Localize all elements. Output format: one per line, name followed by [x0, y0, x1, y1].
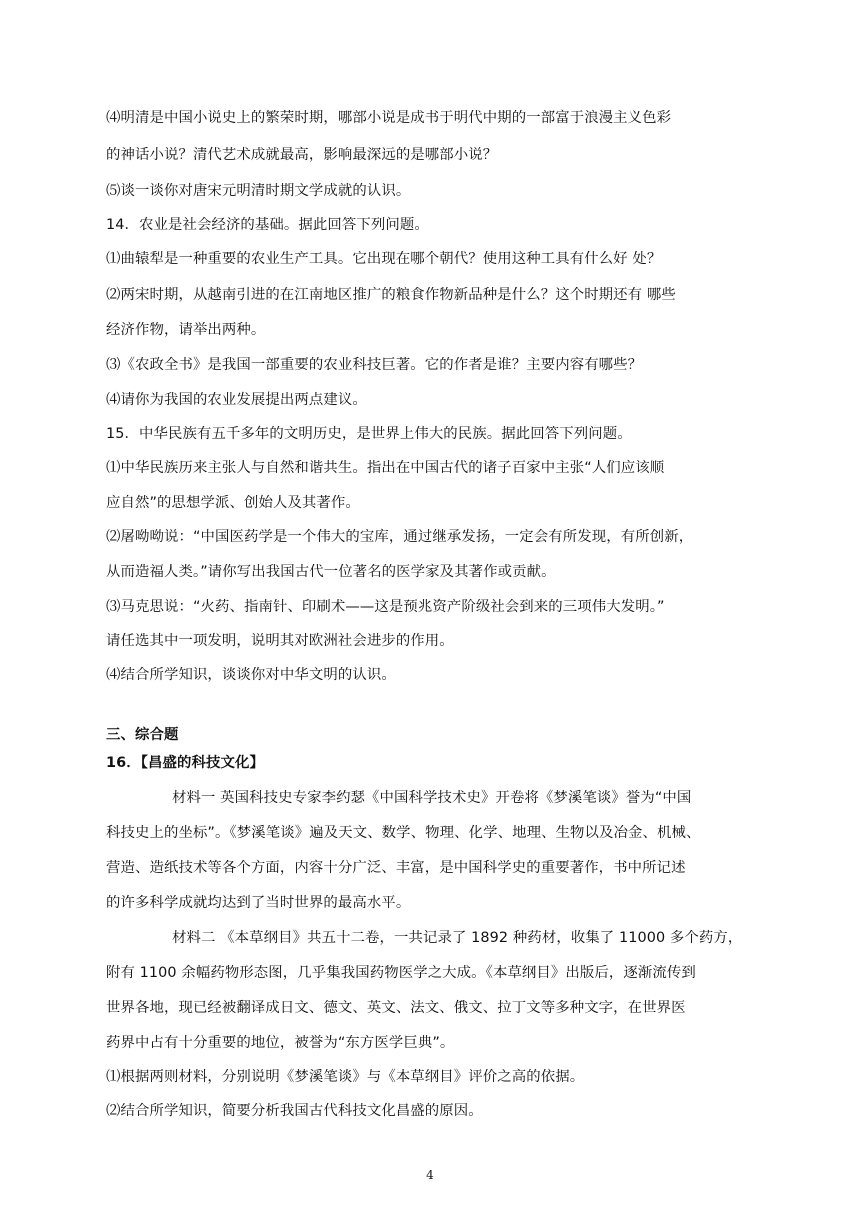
q16-part2: ⑵结合所学知识，简要分析我国古代科技文化昌盛的原因。 — [106, 1103, 483, 1119]
q14-part1: ⑴曲辕犁是一种重要的农业生产工具。它出现在哪个朝代？使用这种工具有什么好 处？ — [106, 251, 662, 267]
q14-part2-line1: ⑵两宋时期，从越南引进的在江南地区推广的粮食作物新品种是什么？这个时期还有 哪些 — [106, 287, 676, 303]
q16-material2-line2: 附有 1100 余幅药物形态图，几乎集我国药物医学之大成。《本草纲目》出版后，逐渐流传到 — [106, 965, 696, 981]
q15-stem: 15．中华民族有五千多年的文明历史，是世界上伟大的民族。据此回答下列问题。 — [106, 426, 632, 442]
q14-part2-line2: 经济作物，请举出两种。 — [106, 322, 266, 338]
q16-material2-line3: 世界各地，现已经被翻译成日文、德文、英文、法文、俄文、拉丁文等多种文字，在世界医 — [106, 1000, 686, 1016]
q15-part2-line2: 从而造福人类。”请你写出我国古代一位著名的医学家及其著作或贡献。 — [106, 564, 556, 580]
q16-material1-line1: 材料一 英国科技史专家李约瑟《中国科学技术史》开卷将《梦溪笔谈》誉为“中国 — [172, 790, 692, 806]
q16-title: 16．【昌盛的科技文化】 — [106, 755, 264, 771]
q15-part1-line2: 应自然”的思想学派、创始人及其著作。 — [106, 495, 360, 511]
q14-part3: ⑶《农政全书》是我国一部重要的农业科技巨著。它的作者是谁？主要内容有哪些？ — [106, 357, 643, 373]
q16-material1-line4: 的许多科学成就均达到了当时世界的最高水平。 — [106, 895, 411, 911]
q16-part1: ⑴根据两则材料，分别说明《梦溪笔谈》与《本草纲目》评价之高的依据。 — [106, 1069, 585, 1085]
q15-part2-line1: ⑵屠呦呦说：“中国医药学是一个伟大的宝库，通过继承发扬，一定会有所发现，有所创新， — [106, 529, 694, 545]
q16-material1-line2: 科技史上的坐标”。《梦溪笔谈》遍及天文、数学、物理、化学、地理、生物以及冶金、机械、 — [106, 825, 701, 841]
q15-part3-line2: 请任选其中一项发明，说明其对欧洲社会进步的作用。 — [106, 633, 454, 649]
q16-material1-line3: 营造、造纸技术等各个方面，内容十分广泛、丰富，是中国科学史的重要著作，书中所记述 — [106, 860, 686, 876]
q13-part4-line1: ⑷明清是中国小说史上的繁荣时期，哪部小说是成书于明代中期的一部富于浪漫主义色彩 — [106, 110, 672, 126]
q14-part4: ⑷请你为我国的农业发展提出两点建议。 — [106, 392, 367, 408]
q15-part4: ⑷结合所学知识，谈谈你对中华文明的认识。 — [106, 667, 396, 683]
q16-material2-line1: 材料二 《本草纲目》共五十二卷，一共记录了 1892 种药材，收集了 11000 多个药方， — [172, 930, 743, 946]
q15-part3-line1: ⑶马克思说：“火药、指南针、印刷术——这是预兆资产阶级社会到来的三项伟大发明。” — [106, 599, 665, 615]
q13-part5: ⑸谈一谈你对唐宋元明清时期文学成就的认识。 — [106, 183, 411, 199]
q13-part4-line2: 的神话小说？清代艺术成就最高，影响最深远的是哪部小说？ — [106, 147, 498, 163]
q16-material2-line4: 药界中占有十分重要的地位，被誉为“东方医学巨典”。 — [106, 1035, 455, 1051]
section-heading: 三、综合题 — [106, 727, 179, 743]
q14-stem: 14．农业是社会经济的基础。据此回答下列问题。 — [106, 217, 429, 233]
q15-part1-line1: ⑴中华民族历来主张人与自然和谐共生。指出在中国古代的诸子百家中主张“人们应该顺 — [106, 460, 665, 476]
page-number: 4 — [426, 1168, 434, 1182]
